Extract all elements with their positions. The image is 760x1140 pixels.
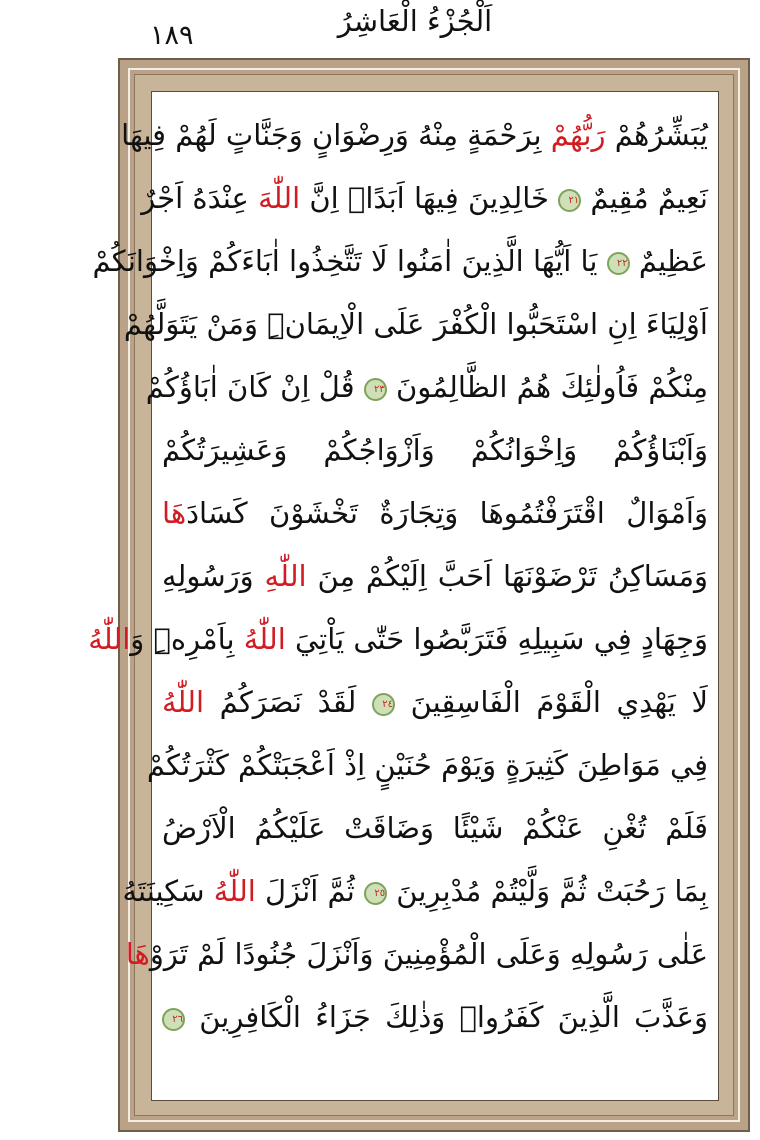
verse-line [141,167,708,230]
verse-line [162,545,708,608]
highlighted-word: اللّٰهُ [88,622,131,656]
verse-text: قُلْ اِنْ كَانَ اٰبَاؤُكُمْ [145,370,364,404]
verse-text: وَمَسَاكِنُ تَرْضَوْنَهَا اَحَبَّ اِلَيْكُمْ مِنَ [306,559,708,593]
verse-text: عَظِيمٌ [629,244,708,278]
verse-text: لَا يَهْدِي الْقَوْمَ الْفَاسِقِينَ [394,685,708,719]
verse-text: يُبَشِّرُهُمْ [605,118,708,152]
verse-text: فِي مَوَاطِنَ كَثِيرَةٍ وَيَوْمَ حُنَيْنٍ اِذْ اَعْجَبَتْكُمْ كَثْرَتُكُمْ [146,748,708,782]
ayah-marker-icon: ٢٦ [162,1008,185,1031]
page-header [0,0,760,56]
verse-text: وَرَسُولِهِ [162,559,265,593]
verse-text: ثُمَّ اَنْزَلَ [255,874,365,908]
ayah-marker-icon: ٢٢ [607,252,630,275]
verse-line [92,230,708,293]
highlighted-word: اللّٰهُ [213,874,256,908]
verse-text: بِرَحْمَةٍ مِنْهُ وَرِضْوَانٍ وَجَنَّاتٍ لَهُمْ فِيهَا [121,118,551,152]
verse-text: وَعَذَّبَ الَّذِينَ كَفَرُواۜ وَذٰلِكَ جَزَاءُ الْكَافِرِينَ [185,1000,708,1034]
ayah-marker-icon: ٢٥ [364,882,387,905]
verse-text: بِاَمْرِهِۜ وَ [130,622,244,656]
highlighted-word: اللّٰهِ [264,559,307,593]
verse-text: يَا اَيُّهَا الَّذِينَ اٰمَنُوا لَا تَتَّخِذُوا اٰبَاءَكُمْ وَاِخْوَانَكُمْ [92,244,607,278]
verse-line [162,419,708,482]
verse-text: خَالِدِينَ فِيهَا اَبَدًاۜ اِنَّ [300,181,559,215]
verse-text: وَاَمْوَالٌ اقْتَرَفْتُمُوهَا وَتِجَارَةٌ تَخْشَوْنَ كَسَادَ [186,496,708,530]
verse-line [146,734,708,797]
verse-text: وَجِهَادٍ فِي سَبِيلِهِ فَتَرَبَّصُوا حَتّٰى يَاْتِيَ [285,622,708,656]
verse-line [145,356,708,419]
verse-text: فَلَمْ تُغْنِ عَنْكُمْ شَيْئًا وَضَاقَتْ عَلَيْكُمُ الْاَرْضُ [162,811,708,845]
verse-text: عَلٰى رَسُولِهِ وَعَلَى الْمُؤْمِنِينَ وَاَنْزَلَ جُنُودًا لَمْ تَرَوْ [149,937,708,971]
ayah-marker-icon: ٢٤ [372,693,395,716]
page-number: ١٨٩ [150,20,194,51]
highlighted-word: هَا [162,496,187,530]
verse-text: سَكِينَتَهُ [122,874,214,908]
highlighted-word: هَا [125,937,150,971]
verse-text: عِنْدَهُ اَجْرٌ [141,181,259,215]
verse-text: لَقَدْ نَصَرَكُمُ [204,685,372,719]
ayah-marker-icon: ٢١ [558,189,581,212]
verse-line [123,293,708,356]
highlighted-word: رَبُّهُمْ [550,118,606,152]
highlighted-word: اللّٰهُ [243,622,286,656]
verse-line [162,797,708,860]
verse-text: بِمَا رَحُبَتْ ثُمَّ وَلَّيْتُمْ مُدْبِرِينَ [387,874,708,908]
verse-line [162,482,708,545]
verse-line [122,860,708,923]
verse-line [125,923,708,986]
highlighted-word: اللّٰهَ [258,181,301,215]
highlighted-word: اللّٰهُ [162,685,205,719]
verse-line [88,608,708,671]
verse-line [162,671,708,734]
verse-line [121,104,708,167]
juz-title: اَلْجُزْءُ الْعَاشِرُ [337,4,493,38]
ayah-marker-icon: ٢٣ [364,378,387,401]
verse-text: وَاَبْنَاؤُكُمْ وَاِخْوَانُكُمْ وَاَزْوَاجُكُمْ وَعَشِيرَتُكُمْ [162,433,708,467]
verse-line [162,986,708,1049]
verse-text: نَعِيمٌ مُقِيمٌ [581,181,708,215]
page-frame [88,58,750,1132]
verse-text: مِنْكُمْ فَاُولٰئِكَ هُمُ الظَّالِمُونَ [386,370,708,404]
text-panel [88,91,719,1101]
verse-lines [88,104,708,1049]
verse-text: اَوْلِيَاءَ اِنِ اسْتَحَبُّوا الْكُفْرَ عَلَى الْاِيمَانِۜ وَمَنْ يَتَوَلَّهُمْ [123,307,708,341]
